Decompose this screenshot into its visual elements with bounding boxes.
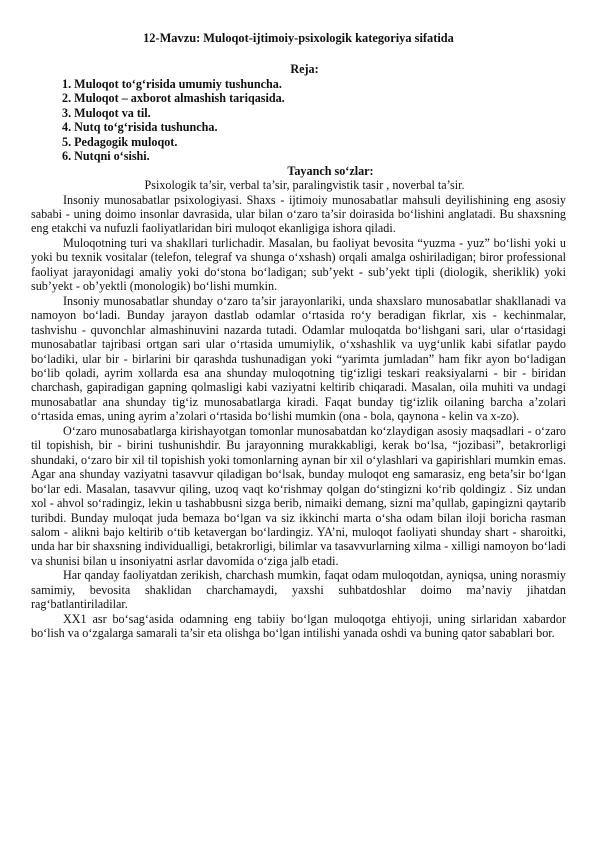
- plan-item: 1. Muloqot to‘g‘risida umumiy tushuncha.: [62, 76, 282, 91]
- plan-item: 3. Muloqot va til.: [62, 105, 151, 120]
- body-paragraph: XX1 asr bo‘sag‘asida odamning eng tabiiy bo‘lgan muloqotga ehtiyoji, uning sirlaridan xabardor bo‘lish va o‘zgalarga samarali ta’sir eta olishga bo‘lgan intilishi yanada oshdi va buning qator sabablari bor.: [31, 611, 566, 641]
- body-paragraph: Muloqotning turi va shakllari turlichadir. Masalan, bu faoliyat bevosita “yuzma - yuz” bo‘lishi yoki u yoki bu texnik vositalar (telefon, telegraf va shunga o‘xshash) orqali amalga oshiriladigan; biror professional faoliyat jarayonidagi amaliy yoki do‘stona bo‘ladigan; sub’yekt - sub’yekt tipli (diologik, sheriklik) yoki sub’yekt - ob’yektli (monologik) bo‘lishi mumkin.: [31, 235, 566, 294]
- plan-heading: Reja:: [290, 62, 319, 77]
- keywords-text: Psixologik ta’sir, verbal ta’sir, paralingvistik tasir , noverbal ta’sir.: [144, 178, 465, 193]
- plan-item: 5. Pedagogik muloqot.: [62, 134, 178, 149]
- body-paragraph: Insoniy munosabatlar shunday o‘zaro ta’sir jarayonlariki, unda shaxslaro munosabatlar shakllanadi va namoyon bo‘ladi. Bunday jarayon dastlab odamlar o‘rtasida ro‘y beradigan fikrlar, xis - kechinmalar, tashvishu - quvonchlar almashinuvini nazarda tutadi. Odamlar muloqatda bo‘lishgani sari, ular o‘rtasidagi munosabatlar tajribasi ortgan sari ular o‘rtasida umumiylik, o‘xshashlik va uyg‘unlik kabi sifatlar paydo bo‘ladiki, ular bir - birlarini bir qarashda tushunadigan yoki “yarimta jumladan” ham fikr ayon bo‘ladigan bo‘lib qoladi, ayrim xollarda esa ana shunday muloqotning tig‘izligi teskari reaksiyalarni - bir - biridan charchash, gapiradigan gapning qolmasligi kabi vaziyatni keltirib chiqaradi. Masalan, oila muhiti va undagi munosabatlar ana shunday tig‘iz munosabatlarga kiradi. Faqat bunday tig‘izlik oilaning barcha a’zolari o‘rtasida emas, uning ayrim a’zolari o‘rtasida bo‘lishi mumkin (ona - bola, qaynona - kelin va x-zo).: [31, 293, 566, 424]
- plan-list: [31, 77, 566, 164]
- document-title: 12-Mavzu: Muloqot-ijtimoiy-psixologik kategoriya sifatida: [143, 31, 454, 45]
- body-paragraph: O‘zaro munosabatlarga kirishayotgan tomonlar munosabatdan ko‘zlaydigan asosiy maqsadlari - o‘zaro til topishish, bir - birini tushunishdir. Bu jarayonning murakkabligi, kerak bo‘lsa, “jozibasi”, betakrorligi shundaki, o‘zaro bir xil til topishish yoki tomonlarning aynan bir xil o‘ylashlari va gapirishlari mumkin emas. Agar ana shunday vaziyatni tasavvur qiladigan bo‘lsak, bunday muloqot eng samarasiz, eng beta’sir bo‘lgan bo‘lar edi. Masalan, tasavvur qiling, uzoq vaqt ko‘rishmay qolgan do‘stingizni ko‘rib qoldingiz . Siz undan xol - ahvol so‘radingiz, lekin u tashabbusni sizga berib, nimaiki demang, sizni ma’qullab, gapingizni qaytarib turibdi. Bunday muloqat juda bemaza bo‘lgan va siz ikkinchi marta o‘sha odam bilan iloji boricha rasman salom - alikni bajo keltirib o‘tib ketavergan bo‘lardingiz. YA’ni, muloqot faoliyati shunday shart - sharoitki, unda har bir shaxsning individualligi, betakrorligi, bilimlar va tasavvurlarning xilma - xilligi namoyon bo‘ladi va shunisi bilan u insoniyatni asrlar davomida o‘ziga jalb etadi.: [31, 423, 566, 568]
- plan-item: 4. Nutq to‘g‘risida tushuncha.: [62, 120, 218, 135]
- keywords-heading: Tayanch so‘zlar:: [287, 163, 374, 178]
- body-paragraph: Insoniy munosabatlar psixologiyasi. Shaxs - ijtimoiy munosabatlar mahsuli deyilishining eng asosiy sababi - uning doimo insonlar davrasida, ular bilan o‘zaro ta’sir doirasida bo‘lishini anglatadi. Bu shaxsning eng etakchi va nufuzli faoliyatlaridan biri muloqot ekanligiga ishora qiladi.: [31, 192, 566, 236]
- body-paragraph: Har qanday faoliyatdan zerikish, charchash mumkin, faqat odam muloqotdan, ayniqsa, uning norasmiy samimiy, bevosita shaklidan charchamaydi, yaxshi suhbatdoshlar doimo ma’naviy jihatdan rag‘batlantiriladilar.: [31, 568, 566, 612]
- plan-item: 2. Muloqot – axborot almashish tariqasida.: [62, 91, 285, 106]
- plan-item: 6. Nutqni o‘sishi.: [62, 149, 150, 164]
